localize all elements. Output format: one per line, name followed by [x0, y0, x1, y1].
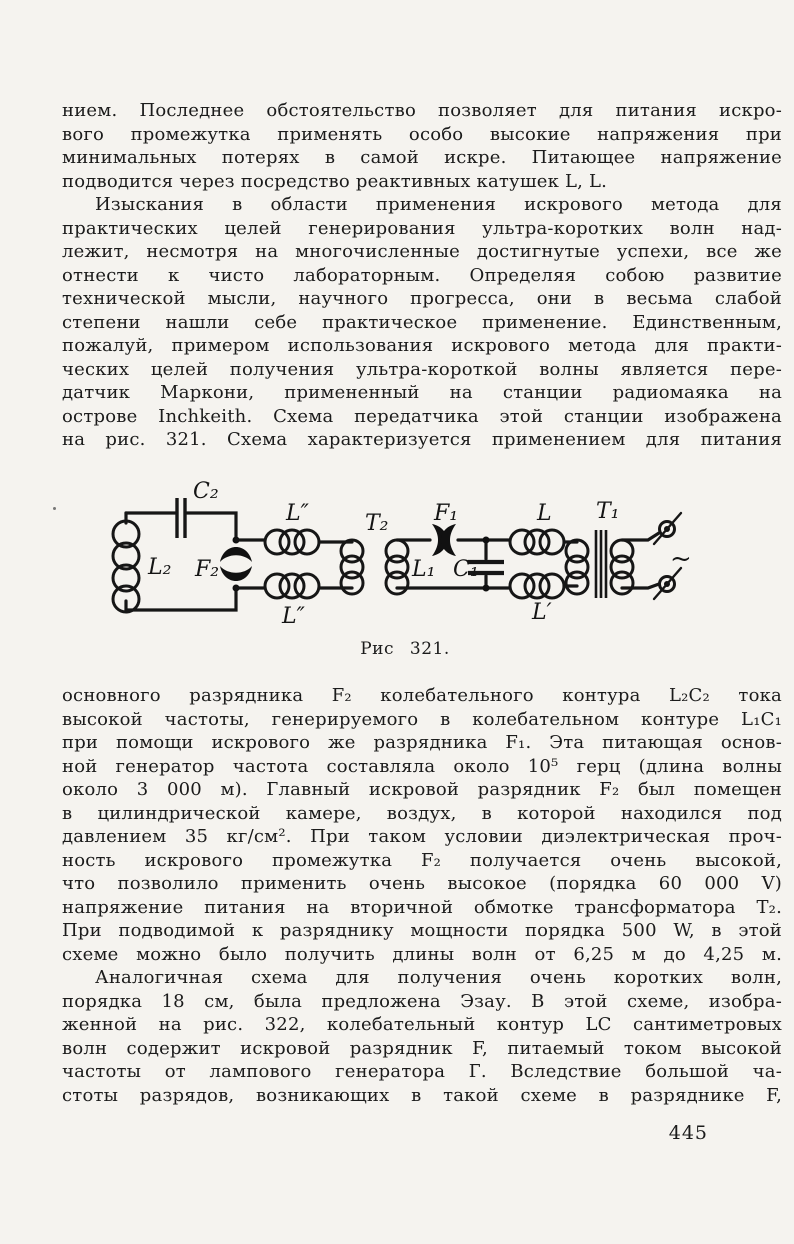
coil-l-prime-bottom: [510, 574, 564, 598]
text-line: на рис. 321. Схема характеризуется применением для питания: [62, 429, 782, 450]
transformer-t2: [341, 540, 408, 594]
text-line: вого промежутка применять особо высокие напряжения при: [62, 123, 782, 145]
text-line: высокой частоты, генерируемого в колебательном контуре L₁C₁: [62, 708, 782, 730]
page-number: 445: [668, 1122, 708, 1144]
circuit-diagram-figure: [100, 470, 710, 635]
paragraph: [62, 99, 782, 193]
text-line: пожалуй, примером использования искрового метода для практи-: [62, 335, 782, 356]
text-line: лежит, несмотря на многочисленные достигнутые успехи, все же: [62, 241, 782, 262]
label-l2: L₂: [148, 555, 172, 580]
text-line: в цилиндрической камере, воздух, в которой находился под: [62, 802, 782, 824]
text-line: датчик Маркони, примененный на станции радиомаяка на: [62, 382, 782, 403]
text-line: волн содержит искровой разрядник F, питаемый током высокой: [62, 1037, 782, 1059]
coupling-branches: [236, 530, 352, 598]
t1-secondary-coil: [611, 540, 633, 594]
label-f2: F₂: [195, 557, 220, 582]
text-line: степени нашли себе практическое применение. Единственным,: [62, 311, 782, 333]
label-t2: T₂: [365, 511, 389, 536]
text-line: при помощи искрового же разрядника F₁. Эта питающая основ-: [62, 732, 782, 753]
t2-primary-coil: [341, 540, 363, 594]
text-line: технической мысли, научного прогресса, они в весьма слабой: [62, 288, 782, 309]
text-line: практических целей генерирования ультра-коротких волн над-: [62, 217, 782, 239]
text-line: схеме можно было получить длины волн от 6,25 м до 4,25 м.: [62, 943, 782, 965]
paragraph: [62, 193, 782, 452]
spark-gap-f1: [432, 524, 456, 556]
label-l: L: [537, 501, 552, 526]
label-t1: T₁: [596, 499, 620, 524]
text-line: стоты разрядов, возникающих в такой схеме в разряднике F,: [62, 1084, 782, 1106]
coil-l-doubleprime-top: [265, 530, 319, 554]
lower-text-block: [62, 684, 782, 1107]
coil-l2: [113, 521, 139, 612]
text-line: частоты от лампового генератора Г. Вследствие большой ча-: [62, 1061, 782, 1082]
text-line: острове Inchkeith. Схема передатчика этой станции изображена: [62, 405, 782, 427]
text-line: напряжение питания на вторичной обмотке трансформатора T₂.: [62, 896, 782, 918]
upper-text-block: [62, 99, 782, 452]
figure-caption: Рис 321.: [360, 639, 450, 659]
scan-speck: [53, 507, 56, 510]
text-line: ческих целей получения ультра-короткой волны является пере-: [62, 358, 782, 380]
label-c1: C₁: [453, 557, 479, 582]
paragraph: [62, 966, 782, 1107]
label-l-doubleprime-bottom: L″: [282, 604, 305, 629]
label-f1: F₁: [434, 501, 459, 526]
text-line: давлением 35 кг/см². При таком условии диэлектрическая проч-: [62, 826, 782, 847]
text-line: Изыскания в области применения искрового метода для: [95, 194, 782, 215]
text-line: женной на рис. 322, колебательный контур LC сантиметровых: [62, 1014, 782, 1035]
text-line: минимальных потерях в самой искре. Питающее напряжение: [62, 147, 782, 168]
label-l1: L₁: [412, 557, 436, 582]
label-l-prime: L′: [532, 600, 552, 625]
text-line: подводится через посредство реактивных катушек L, L.: [62, 170, 608, 192]
t2-secondary-coil-l1: [386, 540, 408, 594]
coil-l-doubleprime-bottom: [265, 574, 319, 598]
text-line: отнести к чисто лабораторным. Определяя собою развитие: [62, 264, 782, 286]
text-line: около 3 000 м). Главный искровой разрядник F₂ был помещен: [62, 779, 782, 800]
text-line: основного разрядника F₂ колебательного контура L₂C₂ тока: [62, 685, 782, 706]
text-line: что позволило применить очень высокое (порядка 60 000 V): [62, 873, 782, 894]
text-line: ность искрового промежутка F₂ получается очень высокой,: [62, 849, 782, 871]
text-line: При подводимой к разряднику мощности порядка 500 W, в этой: [62, 920, 782, 941]
label-l-doubleprime-top: L″: [286, 501, 309, 526]
paragraph: [62, 684, 782, 966]
text-line: нием. Последнее обстоятельство позволяет для питания искро-: [62, 100, 782, 121]
text-line: ной генератор частота составляла около 10⁵ герц (длина волны: [62, 755, 782, 777]
spark-gap-f2: [220, 547, 252, 581]
ac-source-symbol: ~: [670, 544, 692, 574]
coil-l-top: [510, 530, 564, 554]
text-line: порядка 18 см, была предложена Эзау. В этой схеме, изобра-: [62, 990, 782, 1012]
label-c2: C₂: [193, 479, 219, 504]
left-oscillatory-circuit: [113, 498, 252, 612]
t1-iron-core: [596, 530, 606, 598]
text-line: Аналогичная схема для получения очень коротких волн,: [95, 967, 782, 988]
